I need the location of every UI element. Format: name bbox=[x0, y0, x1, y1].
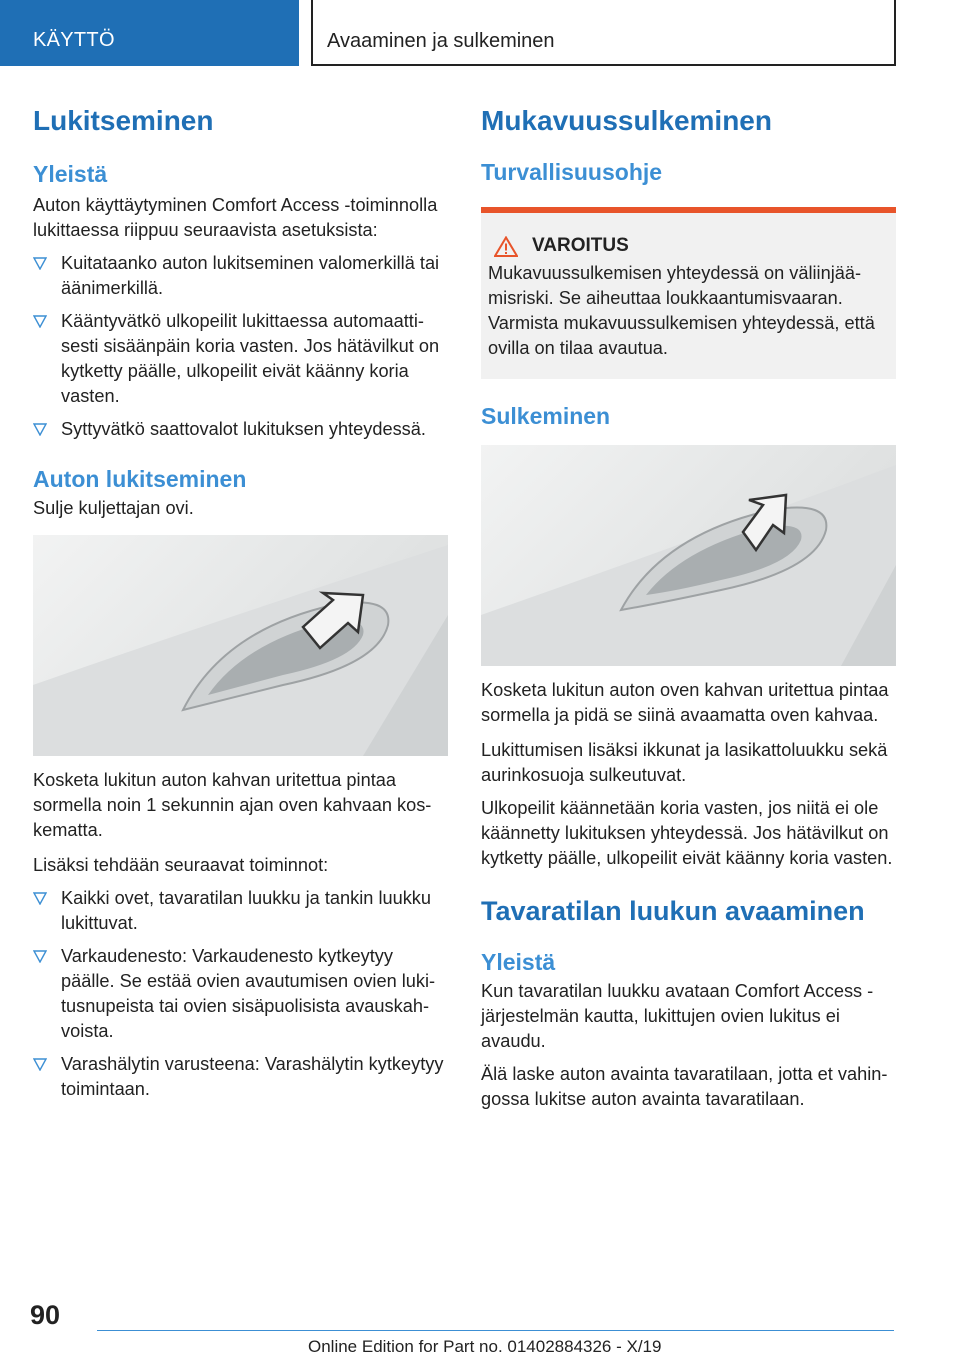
triangle-bullet-icon bbox=[33, 950, 47, 963]
locking-heading: Lukitseminen bbox=[33, 105, 214, 136]
triangle-bullet-icon bbox=[33, 892, 47, 905]
triangle-bullet-icon bbox=[33, 315, 47, 328]
list-item: Kaikki ovet, tavaratilan luukku ja tankin luukku lukittuvat. bbox=[33, 886, 448, 936]
door-handle-closing-image bbox=[481, 445, 896, 666]
triangle-bullet-icon bbox=[33, 257, 47, 270]
locking-caption: Kosketa lukitun auton kahvan uritettua pintaa sormella noin 1 sekunnin ajan oven kahvaan koskematta. bbox=[33, 770, 432, 840]
trunk-paragraph-1: Kun tavaratilan luukku avataan Comfort Access -järjestelmän kautta, lukittujen ovien lukitus ei avaudu. bbox=[481, 981, 874, 1051]
edition-note: Online Edition for Part no. 01402884326 - X/19 bbox=[308, 1337, 662, 1356]
locking-instruction: Sulje kuljettajan ovi. bbox=[33, 498, 194, 518]
list-item: Varkaudenesto: Varkaudenesto kytkeytyy päälle. Se estää ovien avautumisen ovien lukitusnupeista tai ovien sisäpuolisista avauskahvoista. bbox=[33, 944, 448, 1044]
chapter-title: Avaaminen ja sulkeminen bbox=[327, 30, 555, 52]
additional-functions-intro: Lisäksi tehdään seuraavat toiminnot: bbox=[33, 855, 329, 875]
comfort-closing-heading: Mukavuussulkeminen bbox=[481, 105, 772, 136]
trunk-paragraph-2: Älä laske auton avainta tavaratilaan, jotta et vahingossa lukitse auton avainta tavaratilaan. bbox=[481, 1064, 888, 1109]
trunk-general-heading: Yleistä bbox=[481, 949, 556, 975]
page-number: 90 bbox=[30, 1300, 61, 1330]
warning-triangle-icon bbox=[494, 236, 518, 257]
closing-caption: Kosketa lukitun auton oven kahvan uritettua pintaa sormella ja pidä se siinä avaamatta oven kahvaa. bbox=[481, 680, 889, 725]
closing-heading: Sulkeminen bbox=[481, 403, 611, 429]
safety-heading: Turvallisuusohje bbox=[481, 159, 663, 185]
list-item: Varashälytin varusteena: Varashälytin kytkeytyy toimintaan. bbox=[33, 1052, 448, 1102]
door-handle-image bbox=[33, 535, 448, 756]
footer-divider bbox=[97, 1330, 894, 1331]
general-heading: Yleistä bbox=[33, 161, 108, 187]
page-header bbox=[0, 0, 960, 66]
left-column bbox=[33, 100, 448, 1102]
car-locking-heading: Auton lukitseminen bbox=[33, 466, 247, 492]
warning-title bbox=[494, 235, 889, 257]
general-intro: Auton käyttäytyminen Comfort Access -toiminnolla lukittaessa riippuu seuraavista asetuksista: bbox=[33, 195, 438, 240]
section-tab bbox=[0, 0, 299, 66]
triangle-bullet-icon bbox=[33, 1058, 47, 1071]
functions-list bbox=[33, 886, 448, 1102]
list-item: Kääntyvätkö ulkopeilit lukittaessa automaattisesti sisäänpäin koria vasten. Jos hätävilkut on kytketty päälle, ulkopeilit eivät käänny koria vasten. bbox=[33, 309, 448, 409]
section-title: KÄYTTÖ bbox=[33, 29, 115, 51]
warning-box bbox=[481, 207, 896, 379]
list-item: Syttyvätkö saattovalot lukituksen yhteydessä. bbox=[33, 417, 448, 442]
closing-paragraph-2: Ulkopeilit käännetään koria vasten, jos niitä ei ole käännetty lukituksen yhteydessä. Jos hätävilkut on kytketty päälle, ulkopeilit eivät käänny koria vasten. bbox=[481, 798, 893, 868]
right-column bbox=[481, 100, 896, 1112]
warning-text: Mukavuussulkemisen yhteydessä on väliinjäämisriski. Se aiheuttaa loukkaantumisvaaran. Varmista mukavuussulkemisen yhteydessä, että ovilla on tilaa avautua. bbox=[488, 263, 875, 358]
chapter-tab bbox=[311, 0, 896, 66]
list-item: Kuitataanko auton lukitseminen valomerkillä tai äänimerkillä. bbox=[33, 251, 448, 301]
warning-label: VAROITUS bbox=[532, 235, 629, 256]
closing-paragraph-1: Lukittumisen lisäksi ikkunat ja lasikattoluukku sekä aurinkosuoja sulkeutuvat. bbox=[481, 740, 888, 785]
triangle-bullet-icon bbox=[33, 423, 47, 436]
settings-list bbox=[33, 251, 448, 442]
trunk-opening-heading: Tavaratilan luukun avaaminen bbox=[481, 896, 865, 926]
